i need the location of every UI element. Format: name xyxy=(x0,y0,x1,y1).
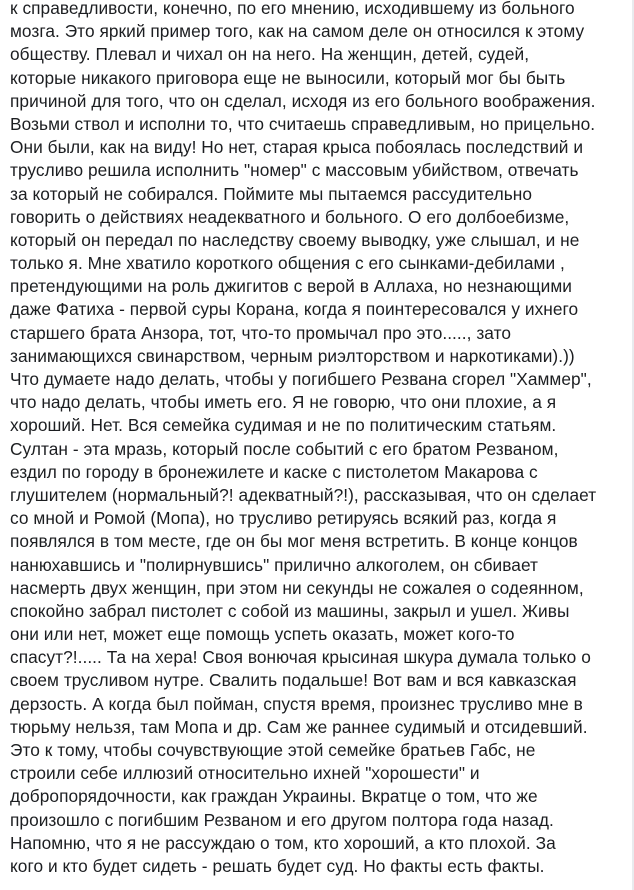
post-text-line: они или нет, может еще помощь успеть оказать, может кого-то xyxy=(10,624,515,645)
post-text-line: которые никакого приговора еще не выносили, который мог бы быть xyxy=(10,67,566,88)
post-text-line: обществу. Плевал и чихал он на него. На женщин, детей, судей, xyxy=(10,44,530,65)
post-text-line: занимающихся свинарством, черным риэлторством и наркотиками).)) xyxy=(10,345,575,366)
post-text-line: говорить о действиях неадекватного и больного. О его долбоебизме, xyxy=(10,206,570,227)
post-text-line: Они были, как на виду! Но нет, старая крыса побоялась последствий и xyxy=(10,137,584,158)
post-text-line: глушителем (нормальный?! адекватный?!), рассказывая, что он сделает xyxy=(10,484,597,505)
post-text-line: причиной для того, что он сделал, исходя из его больного воображения. xyxy=(10,90,596,111)
post-text-line: к справедливости, конечно, по его мнению, исходившему из больного xyxy=(10,0,575,18)
post-text-line: нанюхавшись и "полирнувшись" прилично алкоголем, он сбивает xyxy=(10,554,539,575)
post-text-line: старшего брата Анзора, тот, что-то промычал про это....., зато xyxy=(10,322,512,343)
post-text-line: Султан - эта мразь, который после событий с его братом Резваном, xyxy=(10,438,559,459)
post-text-line: произошло с погибшим Резваном и его другом полтора года назад. xyxy=(10,809,554,830)
post-text-line: дерзость. А когда был пойман, спустя время, произнес трусливо мне в xyxy=(10,693,583,714)
post-text xyxy=(10,0,630,878)
post-text-line: который он передал по наследству своему выводку, уже слышал, и не xyxy=(10,229,580,250)
post-text-line: Возьми ствол и исполни то, что считаешь справедливым, но прицельно. xyxy=(10,113,596,134)
post-text-line: Напомню, что я не рассуждаю о том, кто хороший, а кто плохой. За xyxy=(10,832,556,853)
post-text-line: со мной и Ромой (Мопа), но трусливо ретируясь всякий раз, когда я xyxy=(10,508,557,529)
post-text-line: тюрьму нельзя, там Мопа и др. Сам же раннее судимый и отсидевший. xyxy=(10,716,588,737)
post-text-line: претендующими на роль джигитов с верой в Аллаха, но незнающими xyxy=(10,276,572,297)
post-text-line: мозга. Это яркий пример того, как на самом деле он относился к этому xyxy=(10,21,585,42)
post-text-line: кого и кто будет сидеть - решать будет суд. Но факты есть факты. xyxy=(10,855,545,876)
post-text-line: за который не собирался. Поймите мы пытаемся рассудительно xyxy=(10,183,533,204)
post-text-line: Это к тому, чтобы сочувствующие этой семейке братьев Габс, не xyxy=(10,740,536,760)
post-text-line: хороший. Нет. Вся семейка судимая и не по политическим статьям. xyxy=(10,415,557,436)
post-text-line: что надо делать, чтобы иметь его. Я не говорю, что они плохие, а я xyxy=(10,392,557,413)
post-text-line: Что думаете надо делать, чтобы у погибшего Резвана сгорел "Хаммер", xyxy=(10,369,592,389)
post-text-line: даже Фатиха - первой суры Корана, когда я поинтересовался у ихнего xyxy=(10,299,579,320)
post-text-line: спасут?!..... Та на хера! Своя вонючая крысиная шкура думала только о xyxy=(10,647,591,668)
post-text-line: добропорядочности, как граждан Украины. Вкратце о том, что же xyxy=(10,786,538,807)
post-text-line: ездил по городу в бронежилете и каске с пистолетом Макарова с xyxy=(10,461,538,482)
post-text-line: появлялся в том месте, где он бы мог меня встретить. В конце концов xyxy=(10,531,578,552)
post-text-line: трусливо решила исполнить "номер" с массовым убийством, отвечать xyxy=(10,160,579,181)
post-text-line: своем трусливом нутре. Свалить подальше! Вот вам и вся кавказская xyxy=(10,670,577,691)
post-text-line: насмерть двух женщин, при этом ни секунды не сожалея о содеянном, xyxy=(10,577,584,598)
post-text-line: только я. Мне хватило короткого общения с его сынками-дебилами , xyxy=(10,253,565,274)
post-text-line: строили себе иллюзий относительно ихней "хорошести" и xyxy=(10,763,480,784)
post-text-line: спокойно забрал пистолет с собой из машины, закрыл и ушел. Живы xyxy=(10,600,570,621)
